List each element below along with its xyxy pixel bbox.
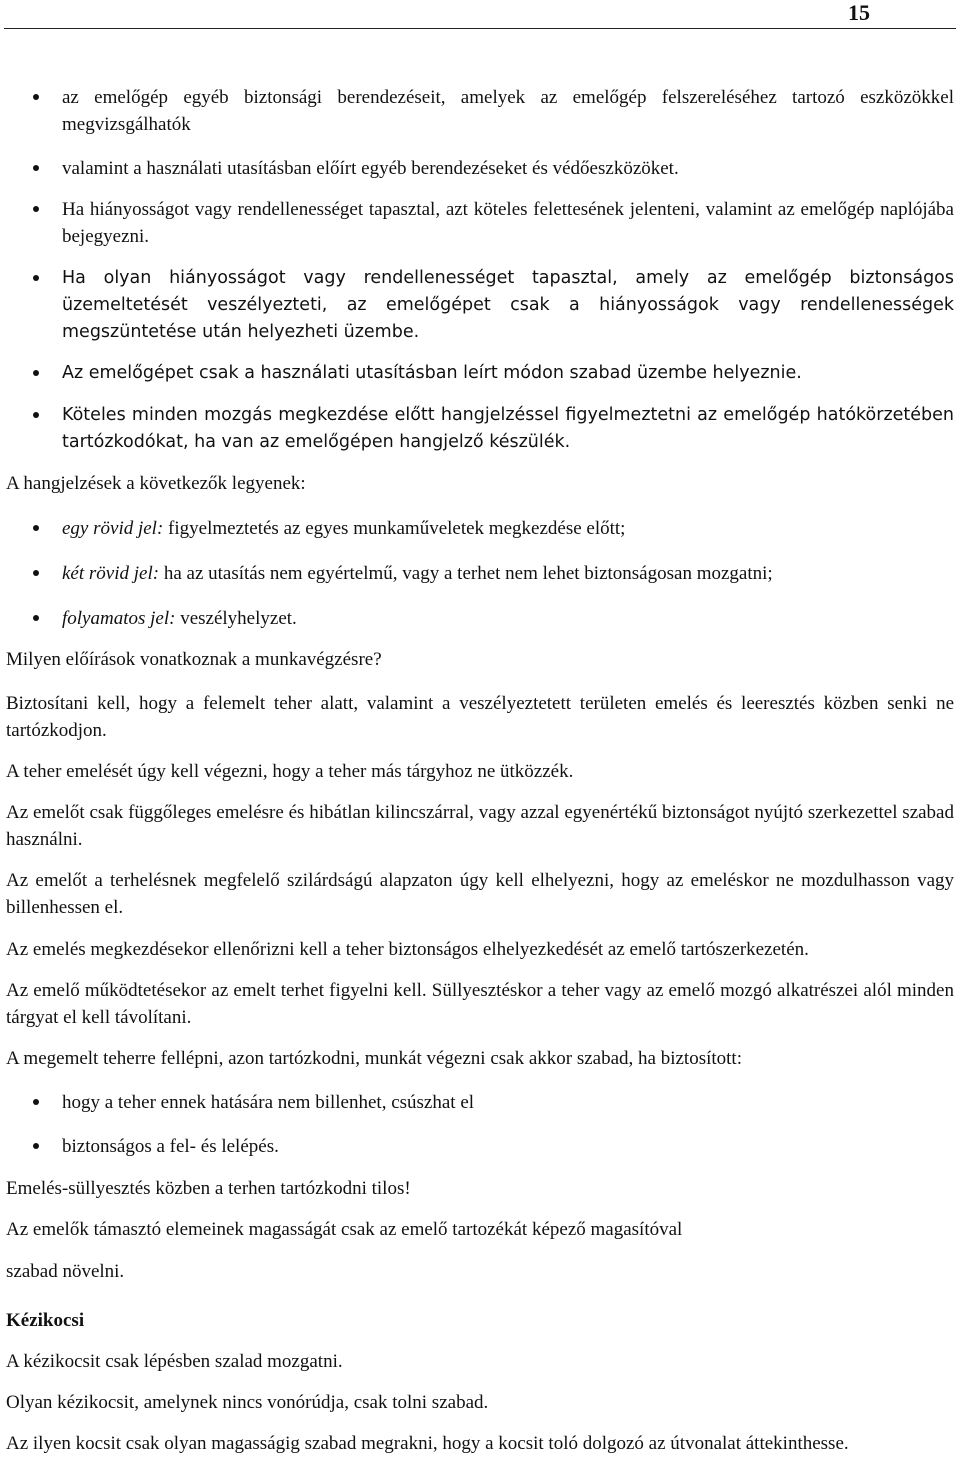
paragraph: Biztosítani kell, hogy a felemelt teher alatt, valamint a veszélyeztetett területen emelés és leeresztés közben senki ne tartózkodjon. (6, 693, 954, 741)
signal-term: két rövid jel: (62, 563, 160, 584)
paragraph: Az emelés megkezdésekor ellenőrizni kell a teher biztonságos elhelyezkedését az emelő tartószerkezetén. (6, 939, 809, 960)
paragraph: A teher emelését úgy kell végezni, hogy a teher más tárgyhoz ne ütközzék. (6, 761, 574, 782)
page-number: 15 (848, 0, 870, 25)
signal-item (6, 515, 954, 542)
header-rule (4, 28, 956, 29)
paragraph: Emelés-süllyesztés közben a terhen tartózkodni tilos! (6, 1178, 411, 1199)
question: Milyen előírások vonatkoznak a munkavégzésre? (6, 649, 382, 670)
list-item: Köteles minden mozgás megkezdése előtt hangjelzéssel figyelmeztetni az emelőgép hatókörzetében tartózkodókat, ha van az emelőgépen hangjelző készülék. (6, 402, 954, 456)
signals-intro: A hangjelzések a következők legyenek: (6, 473, 306, 494)
list-item: Ha hiányosságot vagy rendellenességet tapasztal, azt köteles felettesének jelenteni, valamint az emelőgép naplójába bejegyezni. (6, 196, 954, 250)
signal-text: ha az utasítás nem egyértelmű, vagy a terhet nem lehet biztonságosan mozgatni; (159, 563, 773, 584)
signal-text: veszélyhelyzet. (175, 608, 297, 629)
signal-item (6, 605, 954, 632)
paragraph: Az emelők támasztó elemeinek magasságát csak az emelő tartozékát képező magasítóval (6, 1219, 683, 1240)
paragraph: A megemelt teherre fellépni, azon tartózkodni, munkát végezni csak akkor szabad, ha biztosított: (6, 1048, 742, 1069)
list-item: biztonságos a fel- és lelépés. (6, 1133, 954, 1160)
paragraph: Az ilyen kocsit csak olyan magasságig szabad megrakni, hogy a kocsit toló dolgozó az útvonalat áttekinthesse. (6, 1433, 849, 1454)
paragraph: A kézikocsit csak lépésben szalad mozgatni. (6, 1351, 343, 1372)
list-item: valamint a használati utasításban előírt egyéb berendezéseket és védőeszközöket. (6, 155, 954, 182)
list-item: Az emelőgépet csak a használati utasításban leírt módon szabad üzembe helyeznie. (6, 360, 954, 387)
document-body (6, 84, 954, 1457)
section-title: Kézikocsi (6, 1310, 85, 1331)
paragraph: Az emelő működtetésekor az emelt terhet figyelni kell. Süllyesztéskor a teher vagy az emelő mozgó alkatrészei alól minden tárgyat el kell távolítani. (6, 980, 954, 1028)
signal-term: egy rövid jel: (62, 518, 164, 539)
paragraph: Olyan kézikocsit, amelynek nincs vonórúdja, csak tolni szabad. (6, 1392, 489, 1413)
paragraph: szabad növelni. (6, 1261, 125, 1282)
signal-term: folyamatos jel: (62, 608, 176, 629)
paragraph: Az emelőt csak függőleges emelésre és hibátlan kilincszárral, vagy azzal egyenértékű biztonságot nyújtó szerkezettel szabad használni. (6, 802, 954, 850)
list-item: hogy a teher ennek hatására nem billenhet, csúszhat el (6, 1089, 954, 1116)
signal-text: figyelmeztetés az egyes munkaműveletek megkezdése előtt; (163, 518, 626, 539)
list-item: Ha olyan hiányosságot vagy rendellenességet tapasztal, amely az emelőgép biztonságos üzemeltetését veszélyezteti, az emelőgépet csak a hiányosságok vagy rendellenességek megszüntetése után helyezheti üzembe. (6, 265, 954, 346)
paragraph: Az emelőt a terhelésnek megfelelő szilárdságú alapzaton úgy kell elhelyezni, hogy az emeléskor ne mozdulhasson vagy billenhessen el. (6, 870, 954, 918)
list-item: az emelőgép egyéb biztonsági berendezéseit, amelyek az emelőgép felszereléséhez tartozó eszközökkel megvizsgálhatók (6, 84, 954, 138)
signal-item (6, 560, 954, 587)
